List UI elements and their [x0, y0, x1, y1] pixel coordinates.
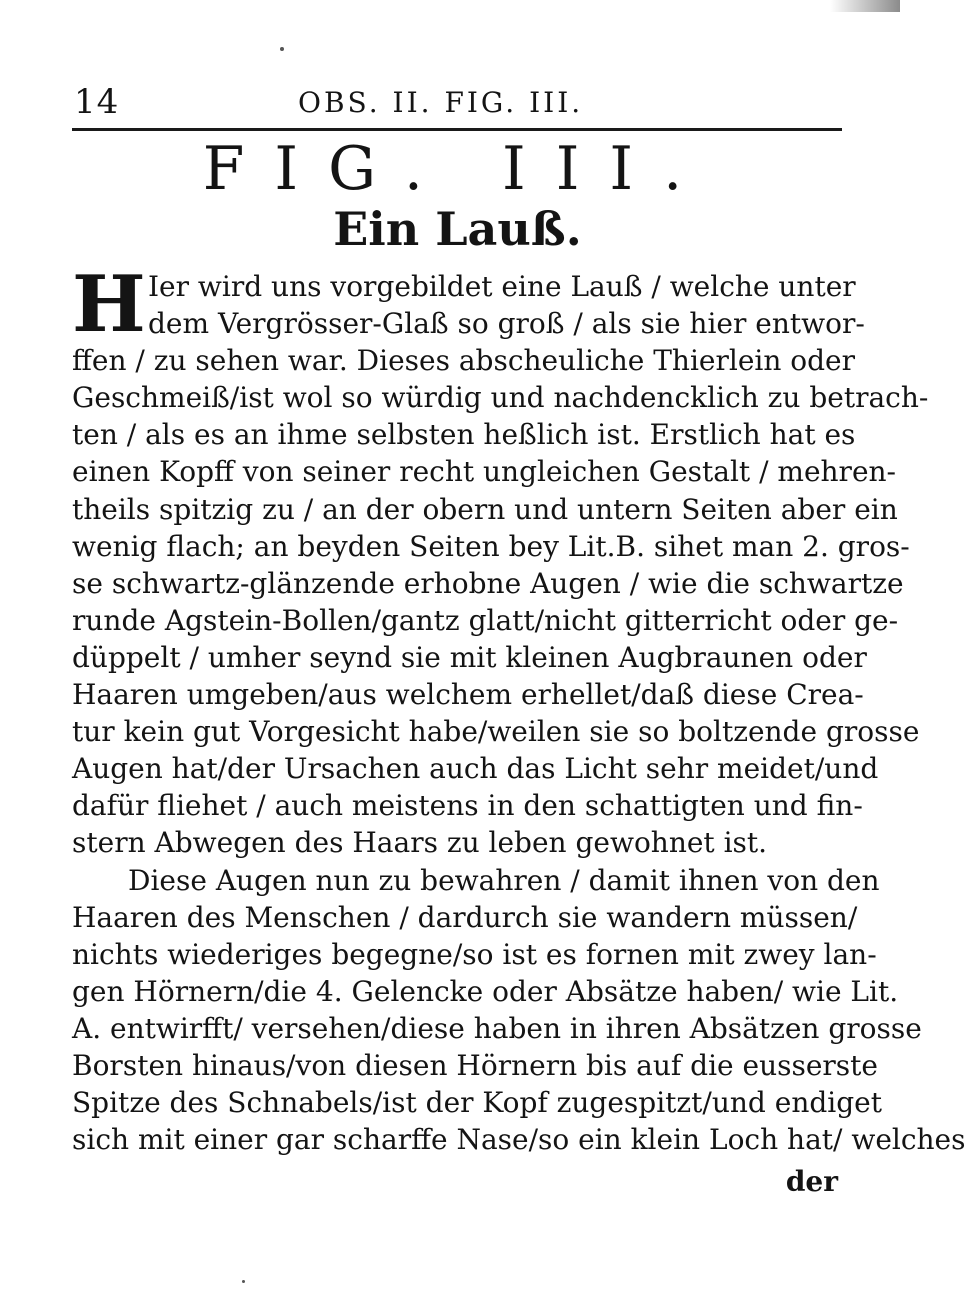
text-lines: [72, 259, 966, 1158]
body-text: [72, 259, 966, 1158]
text-line: Haaren umgeben/aus welchem erhellet/daß diese Crea-: [72, 678, 864, 712]
text-line: Diese Augen nun zu bewahren / damit ihnen von den: [128, 863, 880, 897]
text-line: runde Agstein-Bollen/gantz glatt/nicht gitterricht oder ge-: [72, 603, 899, 637]
running-head: OBS. II. FIG. III.: [298, 86, 584, 119]
section-subtitle: Ein Lauß.: [333, 202, 582, 256]
figure-title: FIG. III.: [202, 134, 713, 204]
text-line: tur kein gut Vorgesicht habe/weilen sie so boltzende grosse: [72, 715, 920, 749]
text-line: ffen / zu sehen war. Dieses abscheuliche Thierlein oder: [72, 344, 856, 378]
text-line: Haaren des Menschen / dardurch sie wandern müssen/: [72, 900, 858, 934]
text-line: theils spitzig zu / an der obern und untern Seiten aber ein: [72, 492, 898, 526]
page-number: 14: [74, 82, 120, 122]
text-line: düppelt / umher seynd sie mit kleinen Augbraunen oder: [72, 640, 867, 674]
scan-speck: [242, 1280, 245, 1283]
text-line: A. entwirfft/ versehen/diese haben in ihren Absätzen grosse: [72, 1011, 922, 1045]
text-line: gen Hörnern/die 4. Gelencke oder Absätze haben/ wie Lit.: [72, 974, 899, 1008]
scan-edge-mark: [830, 0, 900, 12]
scan-speck: [280, 47, 284, 51]
text-line: Ier wird uns vorgebildet eine Lauß / welche unter: [148, 270, 856, 303]
text-line: Spitze des Schnabels/ist der Kopf zugespitzt/und endiget: [72, 1086, 882, 1120]
text-line: stern Abwegen des Haars zu leben gewohnet ist.: [72, 826, 768, 860]
text-line: Geschmeiß/ist wol so würdig und nachdencklich zu betrach-: [72, 381, 929, 415]
header-rule: [72, 128, 842, 131]
drop-cap: H: [72, 259, 146, 350]
page-header: [72, 82, 842, 122]
text-line: dem Vergrösser-Glaß so groß / als sie hier entwor-: [148, 307, 865, 341]
text-line: einen Kopff von seiner recht ungleichen Gestalt / mehren-: [72, 455, 897, 489]
text-line: wenig flach; an beyden Seiten bey Lit.B. sihet man 2. gros-: [72, 529, 910, 563]
text-line: dafür fliehet / auch meistens in den schattigten und fin-: [72, 789, 863, 823]
text-line: Borsten hinaus/von diesen Hörnern bis auf die eusserste: [72, 1048, 878, 1082]
text-line: sich mit einer gar scharffe Nase/so ein klein Loch hat/ welches: [72, 1123, 966, 1157]
text-line: ten / als es an ihme selbsten heßlich ist. Erstlich hat es: [72, 418, 856, 452]
text-line: nichts wiederiges begegne/so ist es fornen mit zwey lan-: [72, 937, 877, 971]
catchword: der: [785, 1165, 838, 1198]
text-line: se schwartz-glänzende erhobne Augen / wie die schwartze: [72, 566, 904, 600]
text-line: Augen hat/der Ursachen auch das Licht sehr meidet/und: [72, 752, 879, 786]
